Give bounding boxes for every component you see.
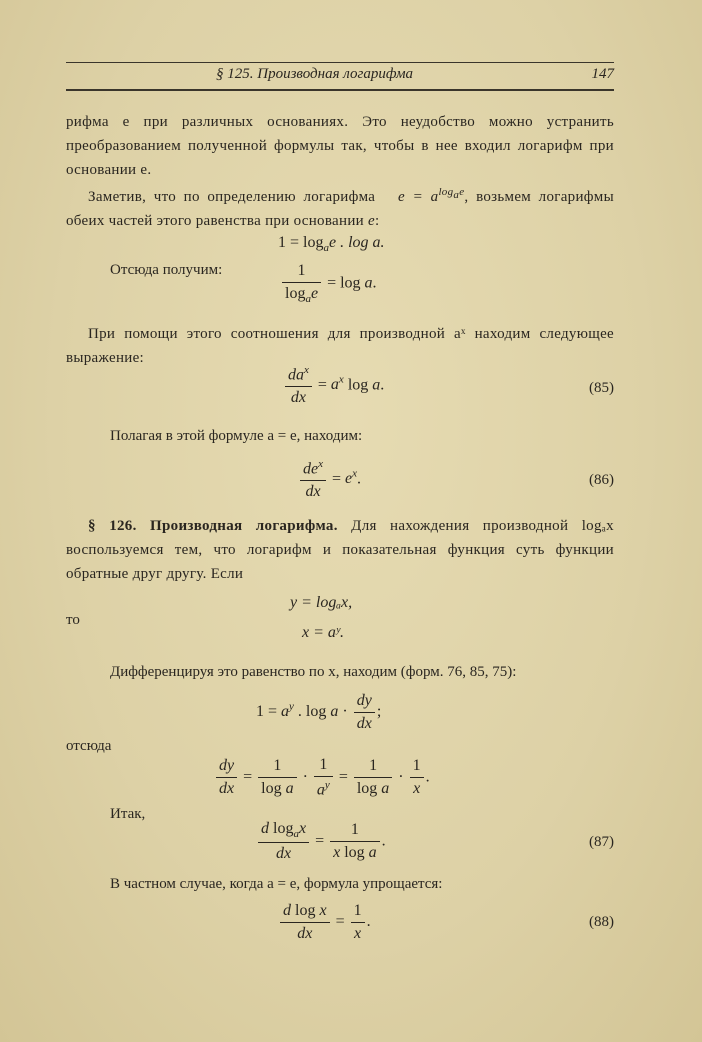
paragraph-5: Полагая в этой формуле a = e, находим: (110, 428, 363, 444)
paragraph-8: В частном случае, когда a = e, формула упрощается: (110, 876, 443, 892)
header-rule-bottom (66, 89, 614, 91)
header-title: § 125. Производная логарифма (216, 66, 414, 82)
paragraph-2-text-b: возьмем логарифмы обеих частей этого равенства при основании (66, 189, 614, 229)
equation-number-88: (88) (589, 914, 614, 930)
word-to: то (66, 612, 80, 628)
paragraph-1: рифма e при различных основаниях. Это неудобство можно устранить преобразованием полученной формулы так, чтобы в нее входил логарифм при основании e. (66, 114, 614, 178)
equation-1-rhs: e . log a. (328, 234, 385, 251)
definition-formula: $e = a^{log_ae}$ (382, 186, 465, 205)
equation-2: $\frac{1}{\log_ae}$ = log a. (280, 262, 377, 305)
equation-86: $\frac{de^x}{dx}$ = $e^x$. (298, 458, 361, 501)
paragraph-6 (66, 514, 614, 586)
equation-1-lhs: 1 = log (278, 234, 324, 251)
running-header (66, 66, 614, 86)
header-rule-top (66, 62, 614, 63)
paragraph-3: Отсюда получим: (110, 262, 223, 278)
paragraph-7: Дифференцируя это равенство по x, находим (форм. 76, 85, 75): (110, 664, 517, 680)
paragraph-2: Заметив, что по определению логарифма $e = a^{log_ae}$, возьмем логарифмы обеих частей этого равенства при основании e: (66, 186, 614, 229)
equation-x: x = aʸ. (302, 624, 344, 641)
equation-number-87: (87) (589, 834, 614, 850)
paragraph-6-text: Для нахождения производной logₐx воспользуемся тем, что логарифм и показательная функция суть функции обратные друг другу. Если (66, 518, 614, 582)
paragraph-2-text-a: Заметив, что по определению логарифма (88, 189, 376, 205)
equation-88: $\frac{\text{d log x}}{dx}$ = $\frac{1}{x}$ . (278, 902, 371, 943)
equation-y: y = logₐx, (290, 594, 353, 611)
section-heading: § 126. Производная логарифма. (88, 518, 338, 534)
page-number: 147 (591, 66, 614, 82)
equation-number-86: (86) (589, 472, 614, 488)
equation-87: $\frac{d \log_ax}{dx}$ = $\frac{1}{\text{x log a}}$ . (256, 820, 386, 863)
equation-differentiated: $1 = a^y$ . log a · $\frac{dy}{dx}$ ; (256, 692, 382, 732)
word-otsyuda: отсюда (66, 738, 112, 754)
word-itak: Итак, (110, 806, 146, 822)
base-e: e (368, 213, 376, 229)
paragraph-4: При помощи этого соотношения для производной aˣ находим следующее выражение: (66, 326, 614, 366)
equation-number-85: (85) (589, 380, 614, 396)
equation-1: $1 = \log_ae$ . log a. (278, 234, 385, 255)
equation-85: $\frac{da^x}{dx}$ = $a^x$ log a. (283, 364, 384, 407)
equation-dydx: $\frac{dy}{dx}$ = $\frac{1}{\text{log a}}$ · $\frac{1}{a^y}$ = $\frac{1}{\text{log a}}$ · $\frac{1}{x}$ . (214, 756, 430, 799)
